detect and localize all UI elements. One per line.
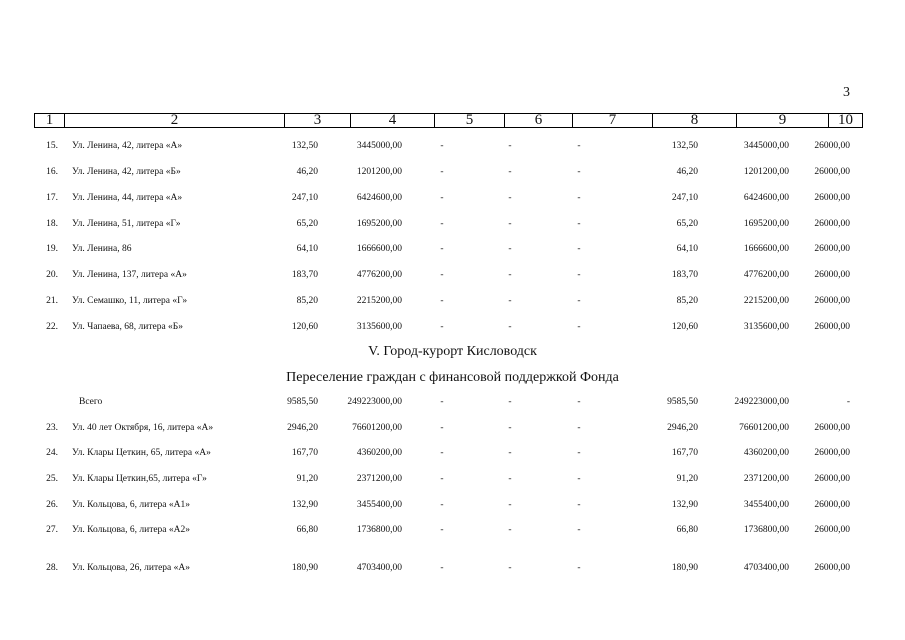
row-cell-4: 4703400,00 — [356, 563, 402, 573]
row-cell-7: - — [577, 563, 581, 573]
header-col-4: 4 — [351, 114, 435, 128]
row-cell-3: 2946,20 — [287, 423, 318, 433]
row-cell-3: 66,80 — [296, 525, 318, 535]
row-cell-10: 26000,00 — [814, 193, 850, 203]
row-cell-4: 1201200,00 — [356, 167, 402, 177]
row-cell-4: 3445000,00 — [356, 141, 402, 151]
row-address: Ул. Кольцова, 6, литера «А1» — [72, 500, 191, 510]
header-col-5: 5 — [435, 114, 505, 128]
row-cell-10: 26000,00 — [814, 474, 850, 484]
row-number: 23. — [46, 423, 58, 433]
header-col-6: 6 — [505, 114, 573, 128]
column-number-header — [34, 113, 863, 128]
row-cell-9: 2215200,00 — [743, 296, 789, 306]
row-cell-8: 2946,20 — [667, 423, 698, 433]
row-cell-9: 1201200,00 — [743, 167, 789, 177]
row-cell-8: 65,20 — [676, 219, 698, 229]
row-cell-9: 6424600,00 — [743, 193, 789, 203]
row-cell-3: 85,20 — [296, 296, 318, 306]
row-cell-9: 4703400,00 — [743, 563, 789, 573]
row-cell-9: 4360200,00 — [743, 448, 789, 458]
row-cell-3: 120,60 — [291, 322, 318, 332]
row-cell-6: - — [508, 296, 512, 306]
row-cell-5: - — [440, 193, 444, 203]
row-number: 18. — [46, 219, 58, 229]
row-cell-6: - — [508, 141, 512, 151]
row-address: Ул. Ленина, 44, литера «А» — [72, 193, 183, 203]
row-cell-6: - — [508, 500, 512, 510]
row-cell-3: 183,70 — [291, 270, 318, 280]
row-cell-9: 76601200,00 — [739, 423, 789, 433]
row-address: Ул. Клары Цеткин, 65, литера «А» — [72, 448, 211, 458]
total-label: Всего — [79, 397, 103, 407]
row-cell-10: 26000,00 — [814, 219, 850, 229]
row-number: 21. — [46, 296, 58, 306]
row-cell-4: 76601200,00 — [352, 423, 402, 433]
total-cell-4: 249223000,00 — [347, 397, 402, 407]
row-cell-6: - — [508, 167, 512, 177]
row-cell-9: 1666600,00 — [743, 244, 789, 254]
row-cell-4: 1736800,00 — [356, 525, 402, 535]
table-row — [0, 472, 905, 486]
row-number: 24. — [46, 448, 58, 458]
page-number: 3 — [843, 85, 850, 100]
table-row — [0, 268, 905, 282]
row-cell-7: - — [577, 193, 581, 203]
row-address: Ул. Чапаева, 68, литера «Б» — [72, 322, 183, 332]
total-cell-7: - — [577, 397, 581, 407]
row-cell-10: 26000,00 — [814, 244, 850, 254]
header-col-8: 8 — [653, 114, 737, 128]
row-address: Ул. Кольцова, 6, литера «А2» — [72, 525, 191, 535]
row-cell-5: - — [440, 141, 444, 151]
row-number: 16. — [46, 167, 58, 177]
total-cell-5: - — [440, 397, 444, 407]
row-cell-10: 26000,00 — [814, 270, 850, 280]
row-cell-3: 132,90 — [291, 500, 318, 510]
section-title: V. Город-курорт Кисловодск — [368, 344, 537, 359]
row-cell-7: - — [577, 474, 581, 484]
row-cell-7: - — [577, 270, 581, 280]
row-cell-6: - — [508, 423, 512, 433]
row-cell-3: 180,90 — [291, 563, 318, 573]
row-cell-4: 1695200,00 — [356, 219, 402, 229]
row-cell-6: - — [508, 563, 512, 573]
table-row — [0, 498, 905, 512]
header-col-1: 1 — [45, 112, 54, 128]
row-cell-4: 3135600,00 — [356, 322, 402, 332]
row-cell-4: 4360200,00 — [356, 448, 402, 458]
total-cell-6: - — [508, 397, 512, 407]
row-cell-10: 26000,00 — [814, 296, 850, 306]
row-number: 19. — [46, 244, 58, 254]
row-cell-9: 1736800,00 — [743, 525, 789, 535]
row-cell-3: 132,50 — [291, 141, 318, 151]
total-cell-3: 9585,50 — [287, 397, 318, 407]
row-address: Ул. Клары Цеткин,65, литера «Г» — [72, 474, 207, 484]
row-number: 20. — [46, 270, 58, 280]
row-cell-10: 26000,00 — [814, 448, 850, 458]
row-cell-8: 132,50 — [671, 141, 698, 151]
row-cell-8: 132,90 — [671, 500, 698, 510]
row-cell-10: 26000,00 — [814, 423, 850, 433]
header-col-10: 10 — [829, 114, 863, 128]
row-number: 25. — [46, 474, 58, 484]
row-cell-7: - — [577, 296, 581, 306]
row-cell-6: - — [508, 193, 512, 203]
row-number: 17. — [46, 193, 58, 203]
row-cell-7: - — [577, 322, 581, 332]
row-cell-4: 3455400,00 — [356, 500, 402, 510]
row-cell-10: 26000,00 — [814, 141, 850, 151]
row-cell-8: 167,70 — [671, 448, 698, 458]
row-cell-7: - — [577, 448, 581, 458]
row-cell-9: 2371200,00 — [743, 474, 789, 484]
table-row — [0, 217, 905, 231]
row-cell-8: 66,80 — [676, 525, 698, 535]
row-cell-5: - — [440, 219, 444, 229]
row-cell-10: 26000,00 — [814, 563, 850, 573]
row-address: Ул. Ленина, 51, литера «Г» — [72, 219, 181, 229]
row-cell-10: 26000,00 — [814, 500, 850, 510]
row-cell-6: - — [508, 474, 512, 484]
table-row — [0, 446, 905, 460]
row-cell-5: - — [440, 270, 444, 280]
row-cell-7: - — [577, 500, 581, 510]
row-cell-5: - — [440, 296, 444, 306]
section-subtitle: Переселение граждан с финансовой поддержкой Фонда — [286, 370, 619, 385]
row-cell-5: - — [440, 244, 444, 254]
row-cell-8: 46,20 — [676, 167, 698, 177]
row-cell-4: 2215200,00 — [356, 296, 402, 306]
row-cell-5: - — [440, 563, 444, 573]
table-row — [0, 294, 905, 308]
row-cell-7: - — [577, 167, 581, 177]
row-cell-4: 6424600,00 — [356, 193, 402, 203]
header-col-9: 9 — [737, 114, 829, 128]
row-cell-9: 4776200,00 — [743, 270, 789, 280]
row-address: Ул. Ленина, 137, литера «А» — [72, 270, 187, 280]
row-cell-3: 46,20 — [296, 167, 318, 177]
row-cell-10: 26000,00 — [814, 322, 850, 332]
row-cell-4: 2371200,00 — [356, 474, 402, 484]
row-number: 28. — [46, 563, 58, 573]
table-row — [0, 165, 905, 179]
total-row — [0, 395, 905, 409]
row-number: 15. — [46, 141, 58, 151]
header-col-3: 3 — [285, 114, 351, 128]
row-cell-10: 26000,00 — [814, 525, 850, 535]
row-cell-10: 26000,00 — [814, 167, 850, 177]
table-row — [0, 421, 905, 435]
row-address: Ул. Ленина, 86 — [72, 244, 132, 254]
row-cell-5: - — [440, 500, 444, 510]
row-cell-6: - — [508, 219, 512, 229]
row-address: Ул. Кольцова, 26, литера «А» — [72, 563, 191, 573]
row-number: 27. — [46, 525, 58, 535]
table-row — [0, 320, 905, 334]
table-row — [0, 139, 905, 153]
row-cell-9: 1695200,00 — [743, 219, 789, 229]
row-cell-5: - — [440, 322, 444, 332]
row-cell-7: - — [577, 423, 581, 433]
row-cell-6: - — [508, 270, 512, 280]
row-cell-4: 1666600,00 — [356, 244, 402, 254]
row-cell-7: - — [577, 244, 581, 254]
row-cell-3: 65,20 — [296, 219, 318, 229]
row-cell-5: - — [440, 474, 444, 484]
table-row — [0, 523, 905, 537]
row-cell-8: 120,60 — [671, 322, 698, 332]
row-number: 26. — [46, 500, 58, 510]
table-row — [0, 191, 905, 205]
row-cell-5: - — [440, 167, 444, 177]
row-cell-6: - — [508, 525, 512, 535]
row-cell-3: 167,70 — [291, 448, 318, 458]
row-cell-6: - — [508, 322, 512, 332]
row-cell-7: - — [577, 525, 581, 535]
row-cell-9: 3455400,00 — [743, 500, 789, 510]
table-row — [0, 561, 905, 575]
row-cell-5: - — [440, 423, 444, 433]
total-cell-9: 249223000,00 — [734, 397, 789, 407]
row-address: Ул. Ленина, 42, литера «Б» — [72, 167, 181, 177]
total-cell-10: - — [846, 397, 850, 407]
row-cell-8: 247,10 — [671, 193, 698, 203]
row-cell-6: - — [508, 448, 512, 458]
row-cell-5: - — [440, 448, 444, 458]
row-number: 22. — [46, 322, 58, 332]
header-col-2: 2 — [65, 114, 285, 128]
row-cell-3: 64,10 — [296, 244, 318, 254]
total-cell-8: 9585,50 — [667, 397, 698, 407]
row-address: Ул. Семашко, 11, литера «Г» — [72, 296, 188, 306]
row-cell-8: 91,20 — [676, 474, 698, 484]
row-cell-8: 183,70 — [671, 270, 698, 280]
row-cell-3: 247,10 — [291, 193, 318, 203]
row-cell-4: 4776200,00 — [356, 270, 402, 280]
row-address: Ул. Ленина, 42, литера «А» — [72, 141, 183, 151]
row-cell-5: - — [440, 525, 444, 535]
header-col-7: 7 — [573, 114, 653, 128]
row-cell-8: 85,20 — [676, 296, 698, 306]
row-address: Ул. 40 лет Октября, 16, литера «А» — [72, 423, 214, 433]
row-cell-7: - — [577, 219, 581, 229]
row-cell-8: 180,90 — [671, 563, 698, 573]
row-cell-7: - — [577, 141, 581, 151]
row-cell-6: - — [508, 244, 512, 254]
row-cell-3: 91,20 — [296, 474, 318, 484]
row-cell-9: 3445000,00 — [743, 141, 789, 151]
row-cell-8: 64,10 — [676, 244, 698, 254]
table-row — [0, 242, 905, 256]
row-cell-9: 3135600,00 — [743, 322, 789, 332]
